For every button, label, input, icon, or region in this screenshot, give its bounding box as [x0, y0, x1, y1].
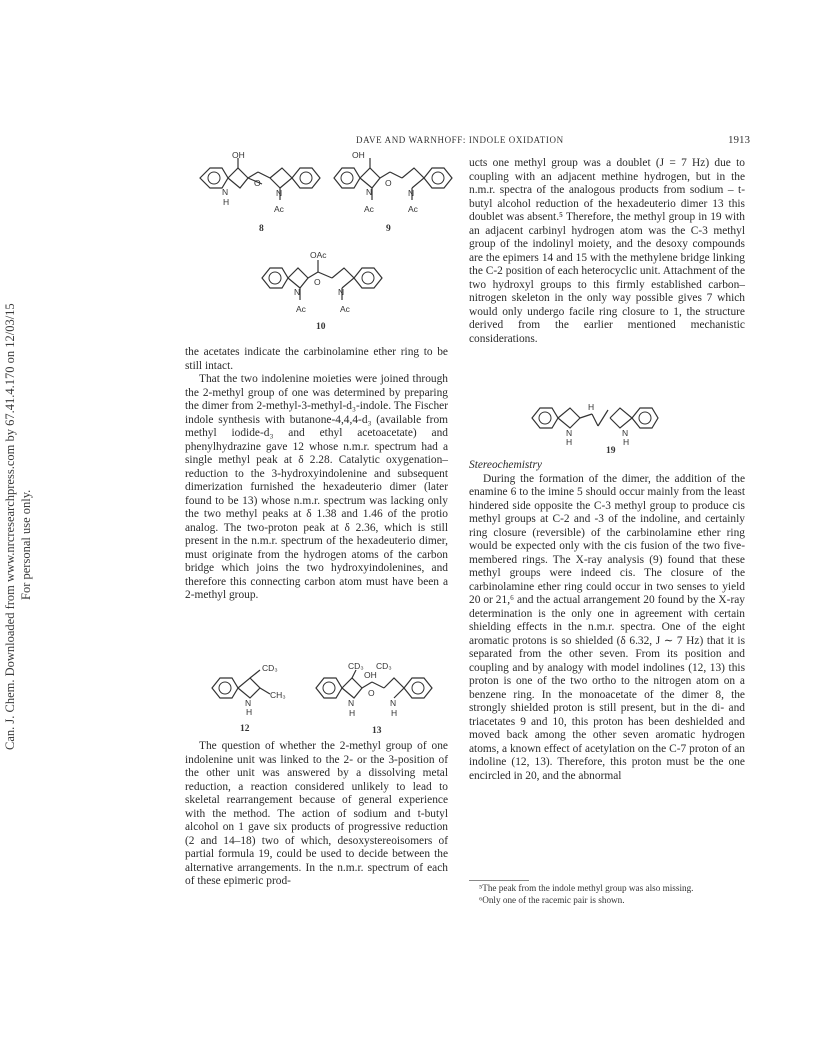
- left-column-lower: [185, 740, 448, 889]
- structure-9: [330, 150, 458, 234]
- s12-cd3-text: CD₃: [262, 663, 278, 673]
- s10-n2-text: N: [338, 287, 345, 297]
- page-number: 1913: [728, 134, 750, 146]
- structure-10-label: 10: [316, 322, 326, 332]
- s19-n2-text: N: [622, 428, 629, 438]
- s9-ac1-text: Ac: [364, 204, 374, 214]
- left-column-upper: [185, 346, 448, 603]
- right-paragraph-2: During the formation of the dimer, the addition of the enamine 6 to the imine 5 should occur mainly from the least hindered side opposite the C-3 methyl group to produce cis methyl groups at C-2 and -3 of the indoline, and certainly ring closure (reversible) of the carbinolamine ether ring would be expected only with the cis fusion of the two five-membered rings. The X-ray analysis (9) found that these methyl groups were indeed cis. The closure of the carbinolamine ether ring could occur in two senses to yield 20 or 21,⁶ and the actual arrangement 20 found by the X-ray determination is the only one in agreement with certain shielding effects in the n.m.r. spectra. One of the eight aromatic protons is so shielded (δ 6.32, J ∼ 7 Hz) that it is separated from the other seven. From its position and coupling and by analogy with model indolines (12, 13) this proton is one of the two ortho to the nitrogen atom on a benzene ring. In the monoacetate of the dimer 8, the strongly shielded proton is still present, but in the di- and triacetates 9 and 10, this proton has been deshielded and moved back among the other seven aromatic hydrogen atoms, a known effect of acetylation on the C-7 proton of an indoline (12, 13). Therefore, this proton must be the one encircled in 20, and the abnormal: [469, 472, 745, 782]
- footnote-5: ⁵The peak from the indole methyl group was also missing.: [479, 883, 694, 893]
- structure-8-label: 8: [259, 224, 264, 234]
- left-paragraph-3: The question of whether the 2-methyl group of one indolenine unit was linked to the 2- or the 3-position of the other unit was answered by a dissolving metal reduction, a reaction considered unlikely to lead to skeletal rearrangement because of general experience with the method. The action of sodium and t-butyl alcohol on 1 gave six products of progressive reduction (2 and 14–18) two of which, desoxystereoisomers of partial formula 19, could be used to decide between the alternative arrangements. In the n.m.r. spectrum of each of these epimeric prod-: [185, 740, 448, 887]
- footnote-6: ⁶Only one of the racemic pair is shown.: [479, 894, 625, 905]
- s10-ac2-text: Ac: [340, 304, 350, 314]
- s9-o-text: O: [385, 178, 392, 188]
- left-paragraph-1: the acetates indicate the carbinolamine ether ring to be still intact.: [185, 346, 448, 372]
- s9-ac2-text: Ac: [408, 204, 418, 214]
- structure-12: [206, 660, 302, 734]
- structure-13: [312, 660, 436, 736]
- section-heading-stereochemistry: Stereochemistry: [469, 459, 542, 471]
- s10-oac-text: OAc: [310, 250, 327, 260]
- s13-n1-text: N: [348, 698, 355, 708]
- s19-n1-text: N: [566, 428, 573, 438]
- s12-ch3-text: CH₃: [270, 690, 286, 700]
- s13-o-text: O: [368, 688, 375, 698]
- s8-n2-text: N: [276, 188, 283, 198]
- s8-ac-text: Ac: [274, 204, 284, 214]
- s8-oh-text: OH: [232, 150, 245, 160]
- sidebar-download-line: Can. J. Chem. Downloaded from www.nrcresearchpress.com by 67.41.4.170 on 12/03/15: [3, 303, 17, 750]
- right-column-lower: [469, 459, 745, 783]
- running-head: DAVE AND WARNHOFF: INDOLE OXIDATION: [356, 135, 564, 145]
- right-column-upper: [469, 157, 745, 346]
- s13-cd3a-text: CD₃: [348, 661, 364, 671]
- structure-19: [528, 396, 664, 456]
- s9-oh-text: OH: [352, 150, 365, 160]
- left-paragraph-2: That the two indolenine moieties were joined through the 2-methyl group of one was determined by preparing the dimer from 2-methyl-3-methyl-d₃-indole. The Fischer indole synthesis with butanone-4,4,4-d₃ (available from methyl iodide-d₃ and ethyl acetoacetate) and phenylhydrazine gave 12 whose n.m.r. spectrum had a single methyl peak at δ 2.28. Catalytic oxygenation–reduction to the 3-hydroxyindolenine and subsequent dimerization furnished the hexadeuterio dimer (later found to be 13) whose n.m.r. spectrum was lacking only the two methyl peaks at δ 1.38 and 1.46 of the protio analog. The two-proton peak at δ 2.36, which is still present in the n.m.r. spectrum of the hexadeuterio dimer, must originate from the hydrogen atoms of the carbon bridge which joins the two hydroxyindolenines, and therefore this connecting carbon atom must have been a 2-methyl group.: [185, 373, 448, 601]
- s8-o-text: O: [254, 178, 261, 188]
- structure-9-label: 9: [386, 224, 391, 234]
- s10-n1-text: N: [294, 287, 301, 297]
- structure-19-label: 19: [606, 446, 616, 456]
- s10-ac1-text: Ac: [296, 304, 306, 314]
- footnotes: [469, 880, 745, 906]
- right-paragraph-1: ucts one methyl group was a doublet (J = 7 Hz) due to coupling with an adjacent methine hydrogen, but in the n.m.r. spectra of the analogous products from sodium – t-butyl alcohol reduction of the hexadeuterio dimer 13 this doublet was absent.⁵ Therefore, the methyl group in 19 with an adjacent carbinyl hydrogen atom was the C-3 methyl group of the indolinyl moiety, and the desoxy compounds are the epimers 14 and 15 with the methylene bridge linking the C-2 position of each heterocyclic unit. Attachment of the two hydroxyl groups to this firmly established carbon–nitrogen skeleton in the only way possible gives 7 which would only undergo facile ring closure to 1, the structure derived from the earlier mentioned mechanistic considerations.: [469, 157, 745, 345]
- s13-h2-text: H: [391, 708, 398, 718]
- s13-h1-text: H: [349, 708, 356, 718]
- sidebar-usage-line: For personal use only.: [19, 489, 33, 600]
- s12-n-text: N: [245, 698, 252, 708]
- s9-n1-text: N: [366, 187, 373, 197]
- s19-h1-text: H: [566, 437, 573, 446]
- s19-h-bridge-text: H: [588, 402, 595, 412]
- structure-12-label: 12: [240, 724, 250, 734]
- sidebar-text: [2, 280, 42, 750]
- structure-13-label: 13: [372, 726, 382, 736]
- s19-h2-text: H: [623, 437, 630, 446]
- structure-10: [258, 248, 390, 332]
- s8-n1-text: N: [222, 187, 229, 197]
- download-sidebar: [2, 280, 42, 750]
- footnote-rule: [469, 880, 529, 881]
- structure-8: [192, 150, 330, 234]
- s13-oh-text: OH: [364, 670, 377, 680]
- s8-h-text: H: [223, 197, 230, 207]
- s13-n2-text: N: [390, 698, 397, 708]
- s12-h-text: H: [246, 707, 253, 716]
- s9-n2-text: N: [408, 188, 415, 198]
- s10-o-text: O: [314, 277, 321, 287]
- s13-cd3b-text: CD₃: [376, 661, 392, 671]
